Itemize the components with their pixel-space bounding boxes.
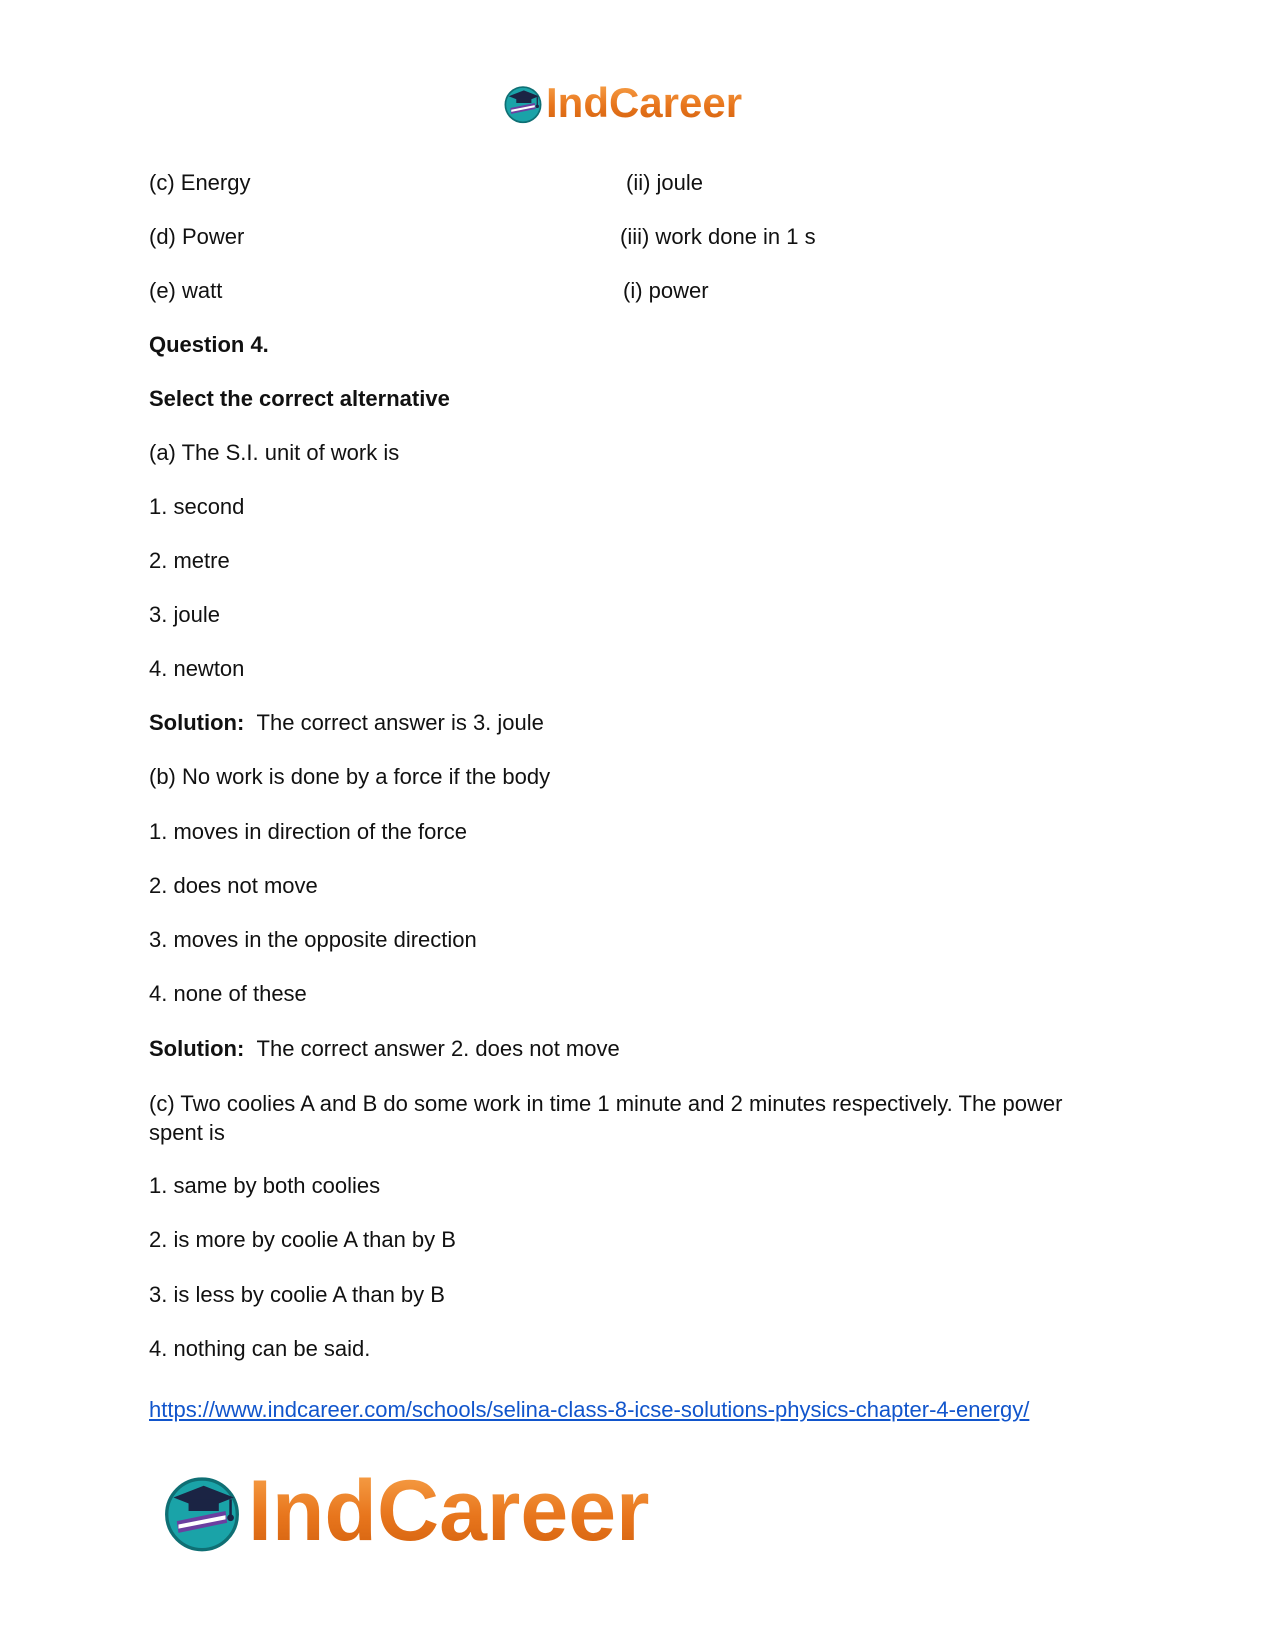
part-b-option-1: 1. moves in direction of the force xyxy=(149,819,467,844)
question-instruction: Select the correct alternative xyxy=(149,386,450,411)
brand-name: IndCareer xyxy=(546,79,743,126)
solution-text: The correct answer 2. does not move xyxy=(256,1036,620,1061)
part-a-stem: (a) The S.I. unit of work is xyxy=(149,440,400,465)
part-a-option-1: 1. second xyxy=(149,494,245,519)
part-c-option-3: 3. is less by coolie A than by B xyxy=(149,1282,445,1307)
solution-text: The correct answer is 3. joule xyxy=(256,710,544,735)
part-c-option-2: 2. is more by coolie A than by B xyxy=(149,1227,456,1252)
graduation-cap-book-globe-icon xyxy=(502,82,544,124)
part-c-stem: (c) Two coolies A and B do some work in time 1 minute and 2 minutes respectively. The power spent is xyxy=(149,1091,1063,1145)
footer-logo xyxy=(160,1463,650,1559)
part-c-option-4: 4. nothing can be said. xyxy=(149,1336,371,1361)
match-left-e: (e) watt xyxy=(149,278,223,303)
part-b-option-3: 3. moves in the opposite direction xyxy=(149,927,477,952)
part-b-option-4: 4. none of these xyxy=(149,981,307,1006)
part-a-option-4: 4. newton xyxy=(149,656,245,681)
match-right-c: (ii) joule xyxy=(626,170,704,195)
part-a-option-3: 3. joule xyxy=(149,602,220,627)
part-b-solution xyxy=(149,1034,620,1064)
solution-label: Solution: xyxy=(149,1036,245,1061)
match-left-d: (d) Power xyxy=(149,224,245,249)
solution-label: Solution: xyxy=(149,710,245,735)
part-a-solution xyxy=(149,708,544,738)
header-logo xyxy=(502,80,742,126)
part-b-option-2: 2. does not move xyxy=(149,873,318,898)
graduation-cap-book-globe-icon xyxy=(160,1469,244,1553)
match-right-e: (i) power xyxy=(623,278,709,303)
part-c-option-1: 1. same by both coolies xyxy=(149,1173,381,1198)
brand-name: IndCareer xyxy=(248,1463,650,1559)
source-link[interactable]: https://www.indcareer.com/schools/selina-class-8-icse-solutions-physics-chapter-4-energy/ xyxy=(149,1397,1030,1422)
question-heading: Question 4. xyxy=(149,332,269,357)
part-a-option-2: 2. metre xyxy=(149,548,230,573)
match-left-c: (c) Energy xyxy=(149,170,251,195)
match-right-d: (iii) work done in 1 s xyxy=(620,224,816,249)
part-b-stem: (b) No work is done by a force if the body xyxy=(149,764,551,789)
